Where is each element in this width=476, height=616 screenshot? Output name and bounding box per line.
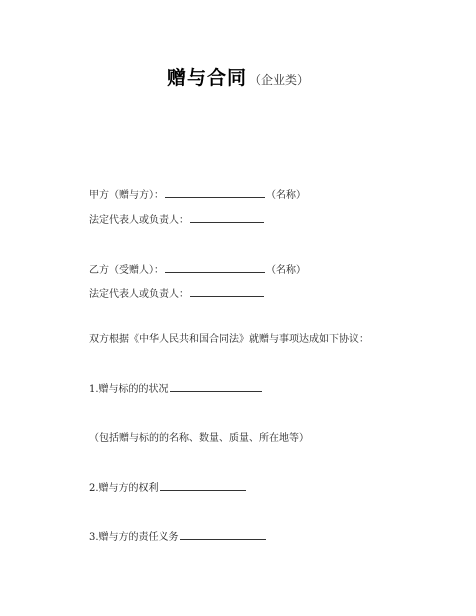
clause-1-blank [170,381,262,392]
clause-1-label: 1.赠与标的的状况 [89,384,169,395]
agreement-intro: 双方根据《中华人民共和国合同法》就赠与事项达成如下协议： [89,334,369,345]
party-b-rep-label: 法定代表人或负责人： [89,289,189,300]
party-b-line [89,262,306,278]
title-main: 赠与合同 [166,67,247,89]
clause-2-line [89,480,247,496]
clause-3-label: 3.赠与方的责任义务 [89,532,179,543]
party-a-rep-line [89,212,265,228]
party-a-rep-blank [190,212,264,223]
clause-2-label: 2.赠与方的权利 [89,483,159,494]
party-b-suffix: （名称） [266,265,306,276]
party-a-rep-label: 法定代表人或负责人： [89,215,189,226]
clause-1-note: （包括赠与标的的名称、数量、质量、所在地等） [89,433,309,444]
party-b-label: 乙方（受赠人）： [89,265,164,276]
party-a-suffix: （名称） [266,190,306,201]
party-a-label: 甲方（赠与方）： [89,190,164,201]
party-a-line [89,187,306,203]
party-b-name-blank [165,262,265,273]
clause-3-blank [180,529,266,540]
party-a-name-blank [165,187,265,198]
clause-3-line [89,529,267,545]
title-sub: （企业类） [249,73,310,87]
clause-2-blank [160,480,246,491]
page-title [0,63,476,90]
clause-1-line [89,381,263,397]
party-b-rep-blank [190,286,264,297]
party-b-rep-line [89,286,265,302]
